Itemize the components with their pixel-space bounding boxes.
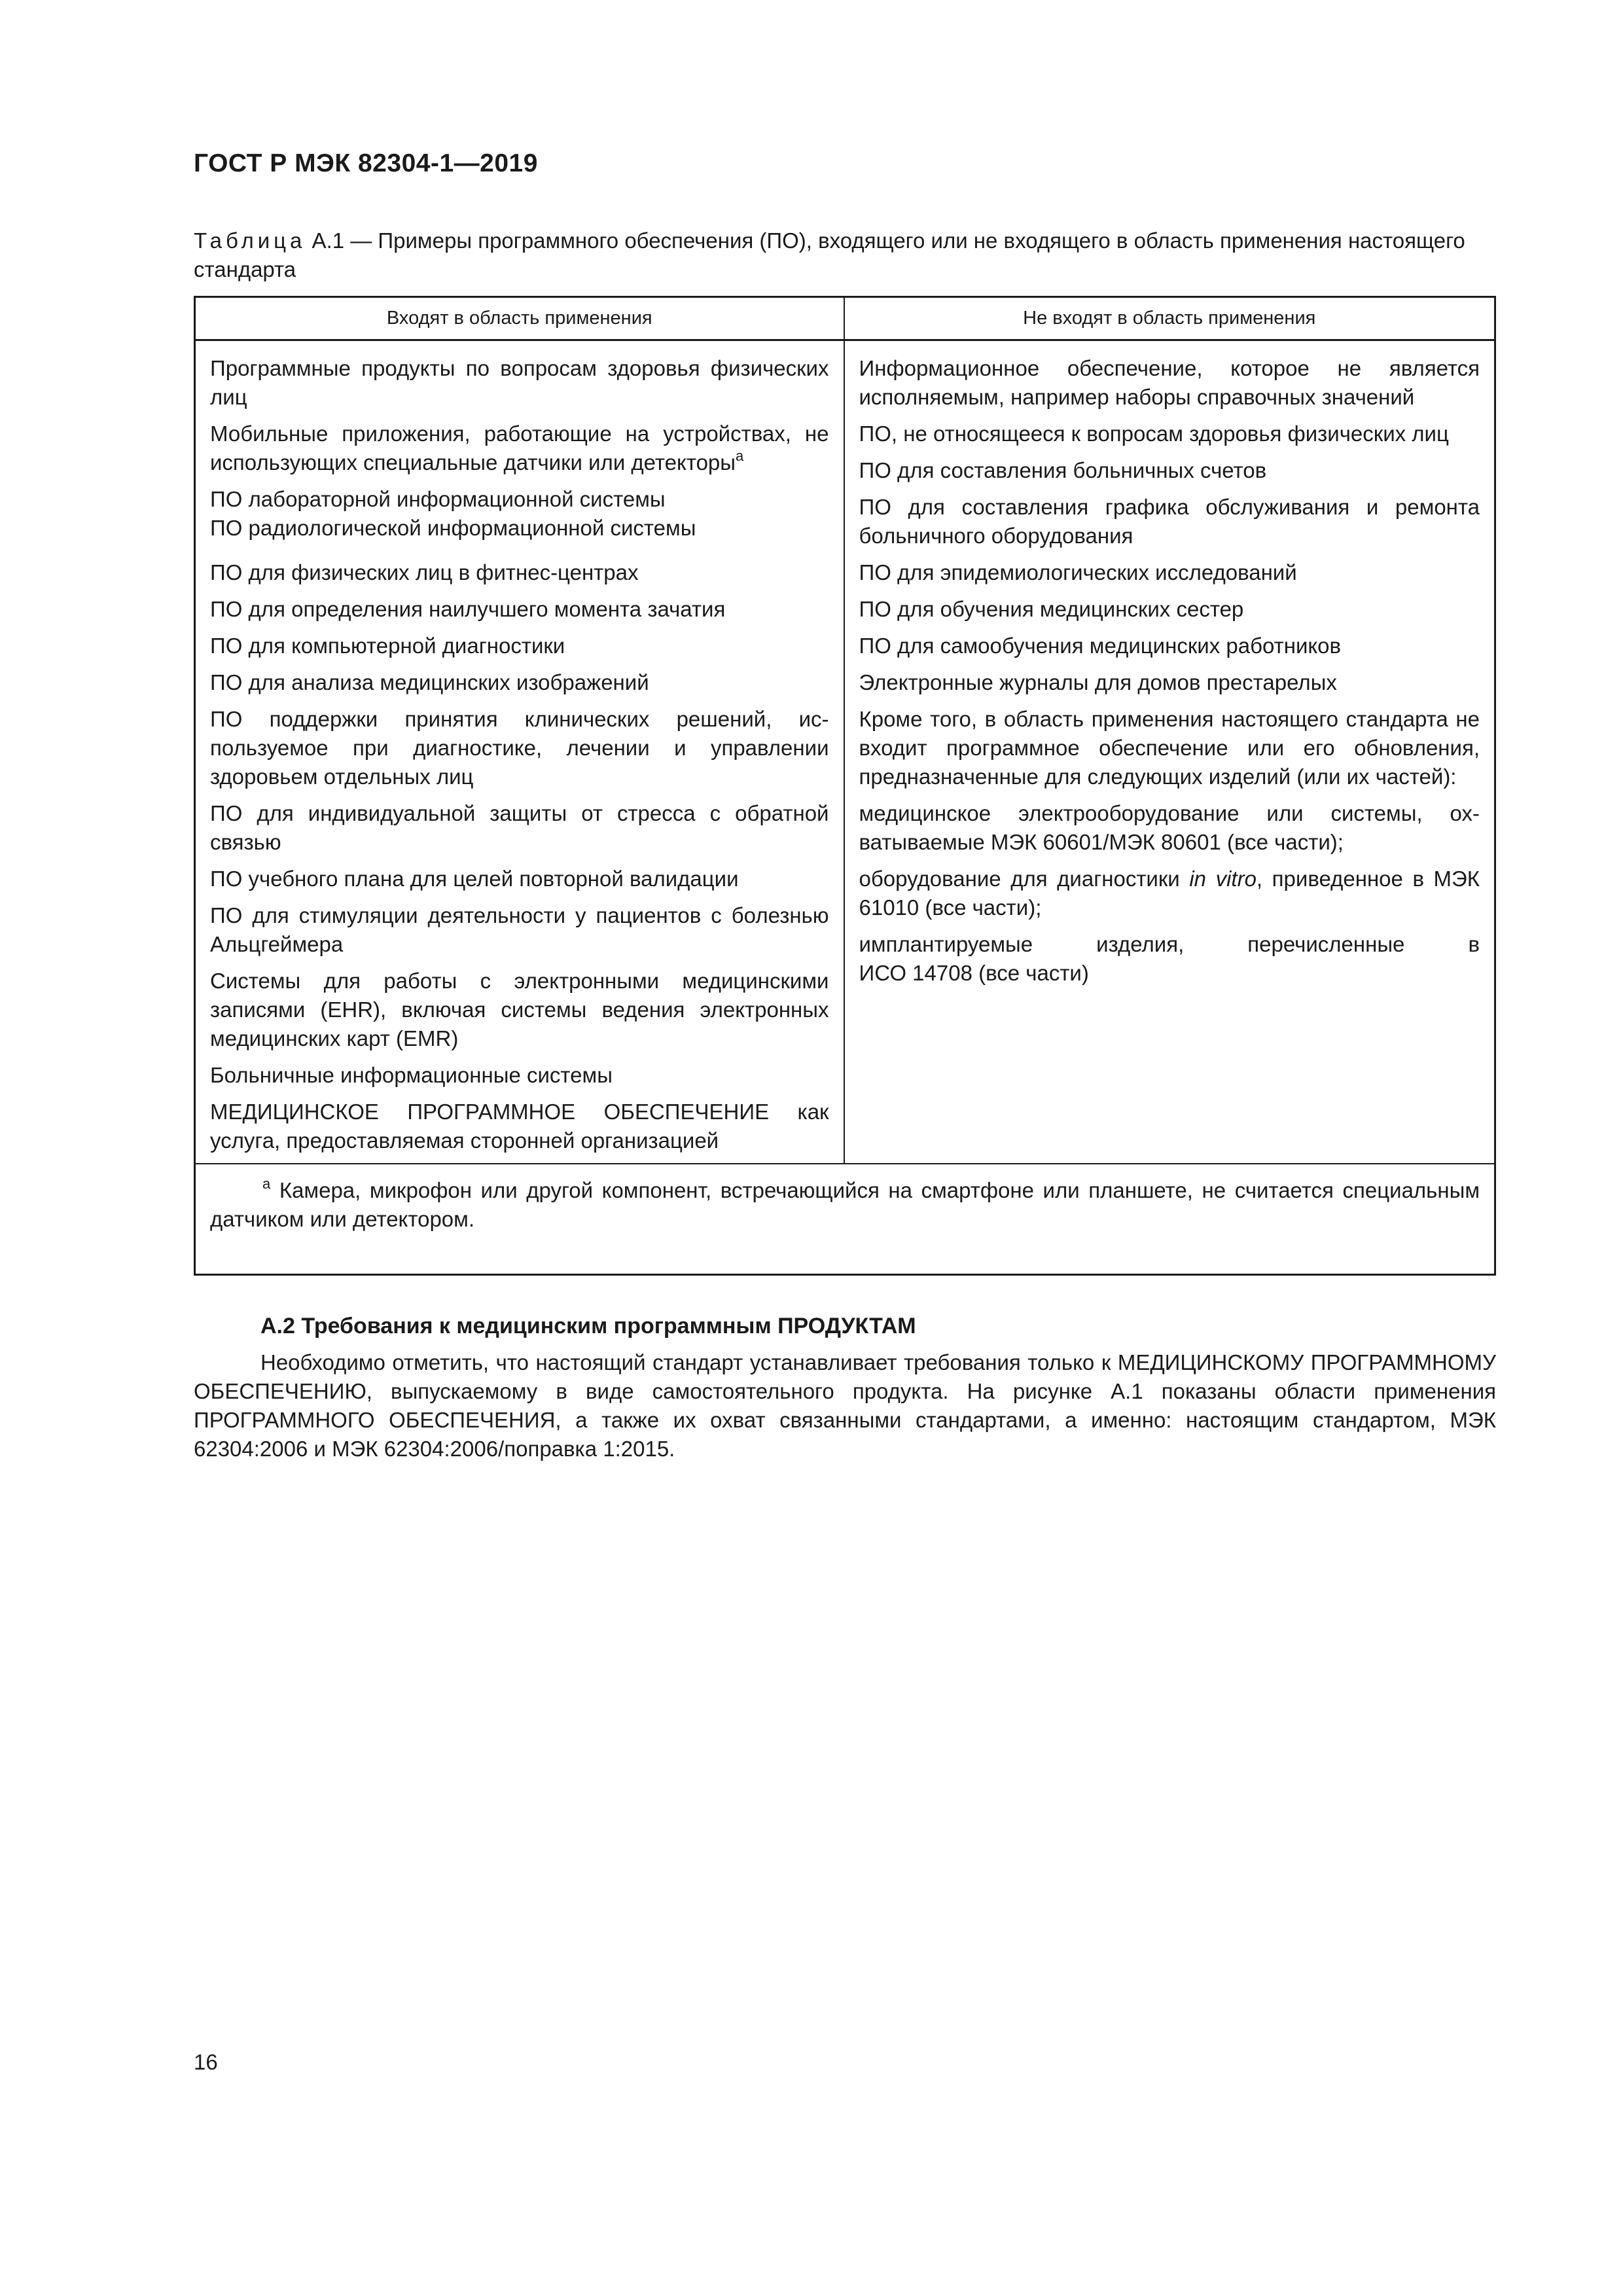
table-footnote (196, 1166, 1494, 1276)
included-item: ПО для компьютерной диагностики (210, 634, 565, 658)
included-item: ПО радиологической информационной системы (210, 516, 696, 540)
included-item-text: Мобильные приложения, работающие на устройствах, не использующих специальные датчики или детекторы (210, 422, 829, 475)
section-heading: А.2 Требования к медицинским программным ПРОДУКТАМ (260, 1314, 916, 1338)
excluded-item-text: оборудование для диагностики (859, 867, 1190, 891)
excluded-item: ПО для составления графика обслуживания и ремонта больничного оборудования (859, 495, 1480, 548)
table-body (196, 341, 1494, 1164)
footnote-mark: a (262, 1175, 271, 1192)
excluded-item: Кроме того, в область применения настоящего стандарта не входит программное обеспечение или его обновления, предназначенные для следующих изделий (или их частей): (859, 707, 1480, 789)
included-item: Системы для работы с электронными медицинскими записями (EHR), включая системы ведения электронных медицинских карт (EMR) (210, 969, 829, 1050)
included-item: Программные продукты по вопросам здоровья физических лиц (210, 356, 829, 409)
table-caption-text: А.1 — Примеры программного обеспечения (ПО), входящего или не входящего в область применения настоящего стандарта (194, 228, 1465, 281)
included-column (196, 341, 845, 1163)
included-item: МЕДИЦИНСКОЕ ПРОГРАММНОЕ ОБЕСПЕЧЕНИЕ как услуга, предоставляемая сторонней организацией (210, 1100, 829, 1153)
footnote-text: Камера, микрофон или другой компонент, встречающийся на смартфоне или планшете, не считается специальным датчиком или детектором. (210, 1178, 1480, 1231)
included-item (210, 420, 829, 477)
section-paragraph-text: Необходимо отметить, что настоящий стандарт устанавливает требования только к МЕДИЦИНСКОМУ ПРОГРАММНОМУ ОБЕСПЕЧЕНИЮ, выпускаемому в виде самостоятельного продукта. На рисунке А.1 показаны области применения ПРОГРАММНОГО ОБЕСПЕЧЕНИЯ, а также их охват связанными стандартами, а именно: настоящим стандартом, МЭК 62304:2006 и МЭК 62304:2006/поправка 1:2015. (194, 1350, 1496, 1461)
table-header-row (196, 298, 1494, 341)
header-included: Входят в область применения (196, 298, 845, 339)
excluded-item: имплантируемые изделия, перечисленные в (859, 932, 1480, 956)
excluded-item (859, 865, 1480, 922)
included-item: ПО для определения наилучшего момента зачатия (210, 597, 726, 621)
footnote-reference-mark: a (736, 448, 744, 464)
table-caption-label: Таблица (194, 228, 306, 253)
header-excluded: Не входят в область применения (1023, 308, 1316, 329)
excluded-item: Электронные журналы для домов престарелых (859, 670, 1337, 694)
page-number: 16 (194, 2050, 218, 2074)
included-item: ПО лабораторной информационной системы (210, 487, 666, 511)
in-vitro-italic: in vitro (1189, 867, 1257, 891)
included-item: ПО для физических лиц в фитнес-центрах (210, 560, 639, 584)
included-item: ПО для стимуляции деятельности у пациентов с болезнью Альцгеймера (210, 903, 829, 956)
table-caption (194, 226, 1496, 284)
included-item: ПО для индивидуальной защиты от стресса с обратной связью (210, 801, 829, 854)
excluded-item: ПО для обучения медицинских сестер (859, 597, 1244, 621)
included-item: ПО для анализа медицинских изображений (210, 670, 649, 694)
section-paragraph (194, 1348, 1496, 1463)
excluded-item-text: , приведенное в МЭК 61010 (все части); (859, 867, 1480, 920)
excluded-item: ПО, не относящееся к вопросам здоровья физических лиц (859, 422, 1449, 446)
excluded-item: ПО для самообучения медицинских работников (859, 634, 1342, 658)
scope-table (194, 296, 1496, 1276)
excluded-item: Информационное обеспечение, которое не является исполняемым, например наборы справочных значений (859, 356, 1480, 409)
excluded-item: ПО для составления больничных счетов (859, 458, 1267, 482)
included-item: ПО поддержки принятия клинических решений, используемое при диагностике, лечении и управлении здоровьем отдельных лиц (210, 707, 829, 789)
excluded-item: ПО для эпидемиологических исследований (859, 560, 1297, 584)
excluded-item: ИСО 14708 (все части) (859, 961, 1089, 985)
included-item: ПО учебного плана для целей повторной валидации (210, 867, 739, 891)
excluded-column (845, 341, 1495, 1163)
excluded-item: медицинское электрооборудование или системы, охватываемые МЭК 60601/МЭК 80601 (все части); (859, 801, 1480, 854)
document-header-title: ГОСТ Р МЭК 82304-1—2019 (194, 149, 538, 177)
included-item: Больничные информационные системы (210, 1063, 613, 1087)
